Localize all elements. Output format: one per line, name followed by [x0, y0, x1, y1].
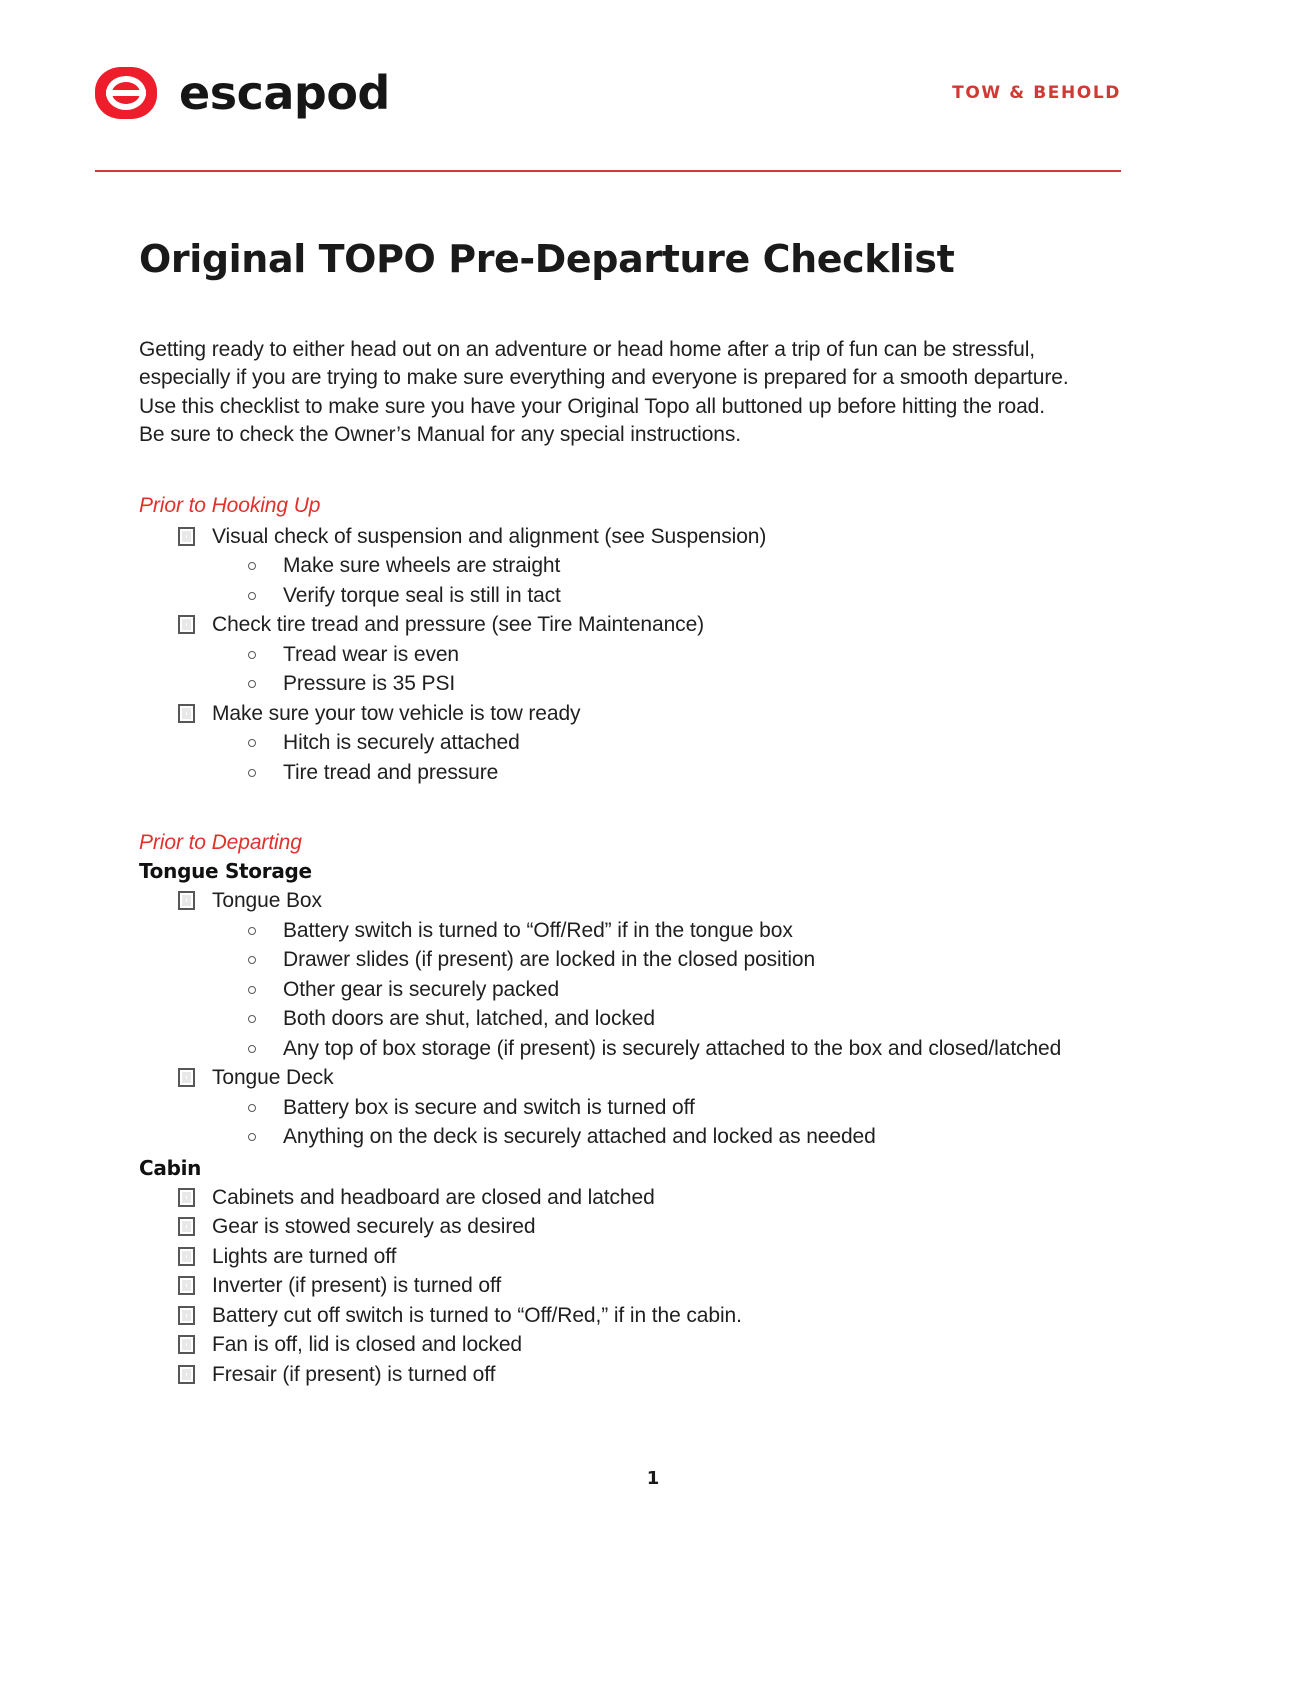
checklist-subitem-label: Hitch is securely attached	[283, 731, 520, 755]
section-heading: Prior to Hooking Up	[139, 493, 321, 517]
checklist-sublist	[178, 640, 1079, 699]
checklist-item-label: Check tire tread and pressure (see Tire Maintenance)	[212, 613, 705, 637]
checklist-sublist	[178, 728, 1079, 787]
checklist-item[interactable]	[178, 1063, 1079, 1092]
checklist-item-label: Fresair (if present) is turned off	[212, 1362, 496, 1386]
circle-bullet-icon	[248, 1015, 256, 1023]
checklist-subitem-label: Verify torque seal is still in tact	[283, 583, 561, 607]
section-subheading: Tongue Storage	[139, 859, 312, 884]
checkbox-icon[interactable]	[178, 1335, 195, 1354]
checklist-item-label: Inverter (if present) is turned off	[212, 1274, 502, 1298]
checkbox-icon[interactable]	[178, 1068, 195, 1087]
checklist-subitem	[211, 1004, 1079, 1034]
checklist-subitem	[211, 975, 1079, 1005]
checklist-subitem	[211, 640, 1079, 670]
checklist-sublist	[178, 551, 1079, 610]
header-divider	[95, 170, 1121, 172]
checklist-subitem	[211, 945, 1079, 975]
checklist-subitem-label: Battery switch is turned to “Off/Red” if in the tongue box	[283, 918, 793, 942]
checklist-item[interactable]	[178, 1301, 1079, 1330]
checklist-item-label: Make sure your tow vehicle is tow ready	[212, 701, 581, 725]
checkbox-icon[interactable]	[178, 1217, 195, 1236]
circle-bullet-icon	[248, 986, 256, 994]
circle-bullet-icon	[248, 592, 256, 600]
checklist-subitem-label: Anything on the deck is securely attached and locked as needed	[283, 1125, 876, 1149]
checklist-item[interactable]	[178, 610, 1079, 639]
checklist-item[interactable]	[178, 1330, 1079, 1359]
circle-bullet-icon	[248, 956, 256, 964]
checklist-item[interactable]	[178, 699, 1079, 728]
checklist-subitem	[211, 916, 1079, 946]
checklist-subitem-label: Both doors are shut, latched, and locked	[283, 1007, 655, 1031]
checklist-subitem	[211, 581, 1079, 611]
checklist-subitem	[211, 1034, 1079, 1064]
checklist-item[interactable]	[178, 1360, 1079, 1389]
checklist-subitem-label: Make sure wheels are straight	[283, 554, 561, 578]
checkbox-icon[interactable]	[178, 527, 195, 546]
checklist-subitem	[211, 1122, 1079, 1152]
checklist-subitem	[211, 758, 1079, 788]
checklist-subitem-label: Drawer slides (if present) are locked in the closed position	[283, 948, 816, 972]
checkbox-icon[interactable]	[178, 1276, 195, 1295]
checklist-item-label: Tongue Box	[212, 889, 322, 913]
checklist-item[interactable]	[178, 522, 1079, 551]
checklist-item[interactable]	[178, 886, 1079, 915]
checklist-subitem	[211, 1093, 1079, 1123]
checklist-subitem-label: Tire tread and pressure	[283, 760, 499, 784]
brand-lockup	[95, 67, 390, 119]
circle-bullet-icon	[248, 1104, 256, 1112]
checklist-item-label: Fan is off, lid is closed and locked	[212, 1333, 523, 1357]
checklist-subitem-label: Other gear is securely packed	[283, 977, 560, 1001]
section-subheading: Cabin	[139, 1155, 202, 1180]
checklist-item-label: Visual check of suspension and alignment (see Suspension)	[212, 524, 767, 548]
brand-name: escapod	[179, 65, 390, 120]
checkbox-icon[interactable]	[178, 704, 195, 723]
checklist-item-label: Battery cut off switch is turned to “Off/Red,” if in the cabin.	[212, 1303, 742, 1327]
intro-paragraph: Getting ready to either head out on an adventure or head home after a trip of fun can be stressful, especially if you are trying to make sure everything and everyone is prepared for a smooth departure. Use this checklist to make sure you have your Original Topo all buttoned up before hitting the road. Be sure to check the Owner’s Manual for any special instructions.	[139, 337, 1069, 447]
checklist-item[interactable]	[178, 1271, 1079, 1300]
checklist-sublist	[178, 1093, 1079, 1152]
circle-bullet-icon	[248, 739, 256, 747]
checklist-item-label: Lights are turned off	[212, 1244, 397, 1268]
checklist-subitem-label: Any top of box storage (if present) is securely attached to the box and closed/latched	[283, 1036, 1062, 1060]
page-number: 1	[646, 1468, 660, 1489]
circle-bullet-icon	[248, 680, 256, 688]
checklist-subitem	[211, 551, 1079, 581]
document-header	[95, 55, 1121, 130]
circle-bullet-icon	[248, 651, 256, 659]
circle-bullet-icon	[248, 769, 256, 777]
brand-tagline: TOW & BEHOLD	[952, 82, 1121, 103]
checklist-item-label: Gear is stowed securely as desired	[212, 1215, 536, 1239]
checklist-sections	[139, 494, 1079, 1389]
document-body	[139, 238, 1079, 1389]
checklist-item-label: Tongue Deck	[212, 1066, 334, 1090]
circle-bullet-icon	[248, 1045, 256, 1053]
checklist	[139, 522, 1079, 788]
checkbox-icon[interactable]	[178, 615, 195, 634]
page-title: Original TOPO Pre-Departure Checklist	[139, 237, 955, 281]
circle-bullet-icon	[248, 1133, 256, 1141]
checklist-subitem	[211, 669, 1079, 699]
checklist-subitem-label: Tread wear is even	[283, 642, 460, 666]
checklist-subitem-label: Pressure is 35 PSI	[283, 672, 456, 696]
section-heading: Prior to Departing	[139, 831, 302, 855]
checkbox-icon[interactable]	[178, 1188, 195, 1207]
checklist-item[interactable]	[178, 1183, 1079, 1212]
circle-bullet-icon	[248, 927, 256, 935]
circle-bullet-icon	[248, 562, 256, 570]
checklist-item[interactable]	[178, 1212, 1079, 1241]
checklist-sublist	[178, 916, 1079, 1064]
checklist-subitem-label: Battery box is secure and switch is turned off	[283, 1095, 695, 1119]
checkbox-icon[interactable]	[178, 1247, 195, 1266]
checklist-subitem	[211, 728, 1079, 758]
escapod-e-icon	[95, 67, 157, 119]
checkbox-icon[interactable]	[178, 1306, 195, 1325]
checkbox-icon[interactable]	[178, 1365, 195, 1384]
checklist-item-label: Cabinets and headboard are closed and latched	[212, 1185, 655, 1209]
checklist	[139, 1183, 1079, 1389]
checklist	[139, 886, 1079, 1152]
checklist-item[interactable]	[178, 1242, 1079, 1271]
checkbox-icon[interactable]	[178, 891, 195, 910]
